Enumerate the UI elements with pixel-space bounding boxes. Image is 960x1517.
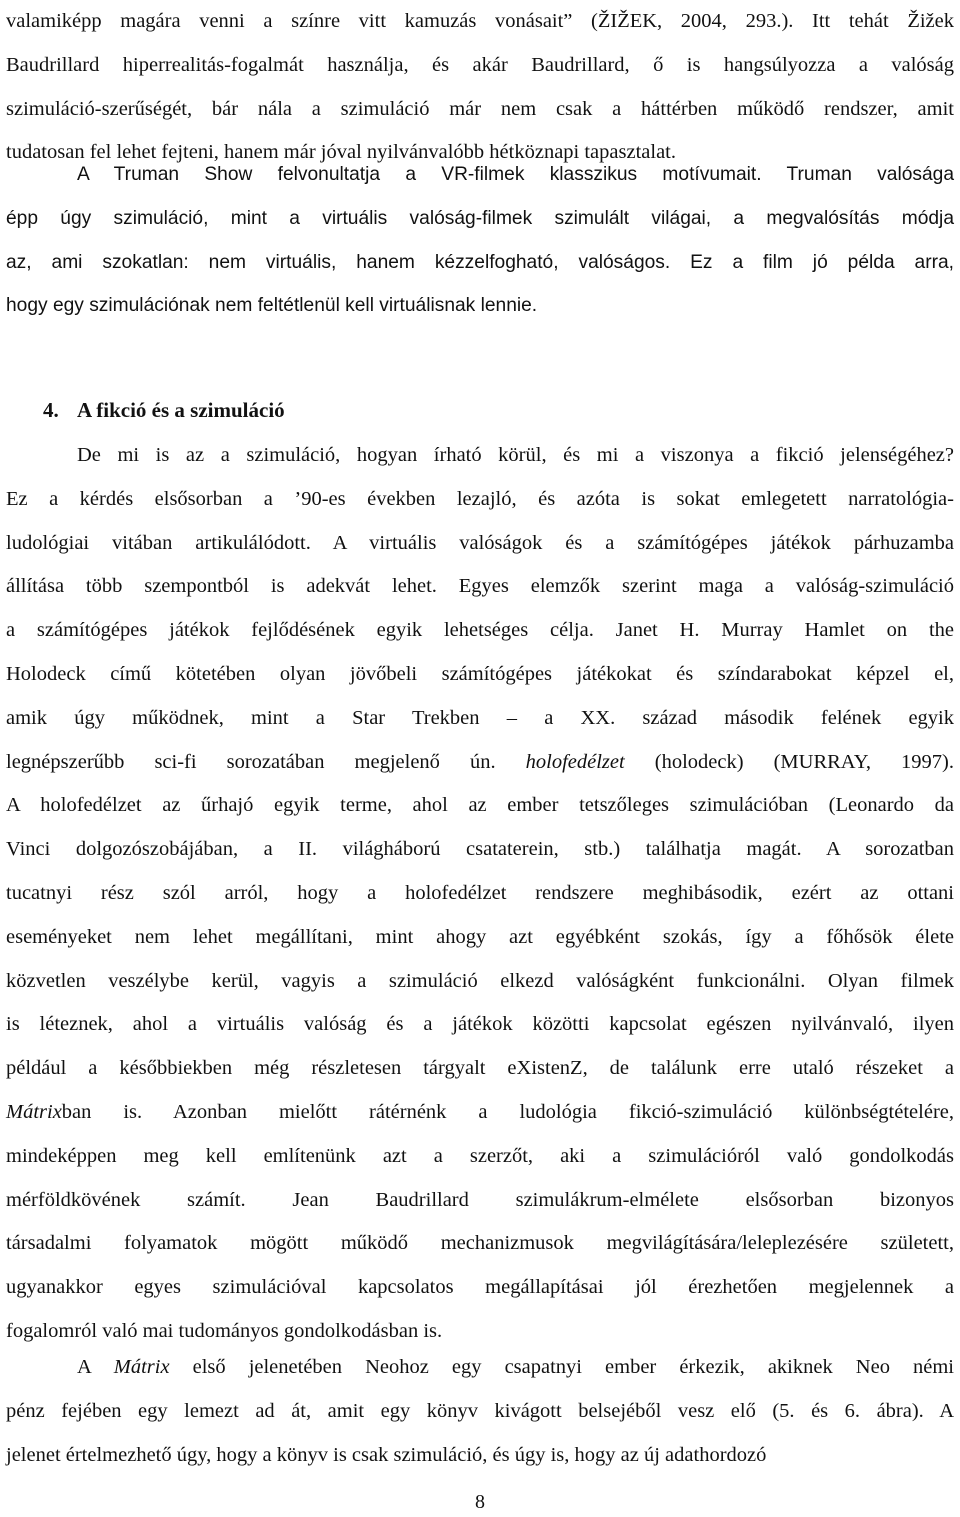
text-line: közvetlen veszélybe kerül, vagyis a szimuláció elkezd valóságként funkcionálni. Olyan filmek (6, 969, 954, 992)
text-line: például a későbbiekben még részletesen tárgyalt eXistenZ, de találunk erre utaló részeket a (6, 1057, 954, 1080)
text-segment: első jelenetében Neohoz egy csapatnyi ember érkezik, akiknek Neo némi (169, 1356, 954, 1378)
text-line: épp úgy szimuláció, mint a virtuális valóság-filmek szimulált világai, a megvalósítás módja (6, 207, 954, 229)
text-line: Baudrillard hiperrealitás-fogalmát használja, és akár Baudrillard, ő is hangsúlyozza a valóság (6, 53, 954, 76)
text-line: társadalmi folyamatok mögött működő mechanizmusok megvilágítására/leleplezésére született, (6, 1232, 954, 1255)
italic-title: holofedélzet (525, 750, 625, 773)
paragraph-matrix (6, 1346, 954, 1477)
text-line (6, 1346, 954, 1390)
section-title: A fikció és a szimuláció (77, 398, 285, 422)
text-line: amik úgy működnek, mint a Star Trekben – a XX. század második felének egyik (6, 706, 954, 729)
page-number: 8 (475, 1491, 485, 1513)
text-segment: A (77, 1356, 114, 1378)
text-line: eseményeket nem lehet megállítani, mint ahogy azt egyébként szokás, így a főhősök élete (6, 925, 954, 948)
text-line: jelenet értelmezhető úgy, hogy a könyv is csak szimuláció, és úgy is, hogy az új adathordozó (6, 1443, 767, 1466)
paragraph-zizek (6, 0, 954, 175)
text-line: valamiképp magára venni a színre vitt kamuzás vonásait” (ŽIŽEK, 2004, 293.). Itt tehát Žižek (6, 10, 954, 32)
text-line: mérföldkövének számít. Jean Baudrillard szimulákrum-elmélete elsősorban bizonyos (6, 1188, 954, 1211)
text-line: is léteznek, ahol a virtuális valóság és a játékok közötti kapcsolat egészen nyilvánvaló, ilyen (6, 1013, 954, 1036)
text-line: fogalomról való mai tudományos gondolkodásban is. (6, 1319, 443, 1342)
text-line: az, ami szokatlan: nem virtuális, hanem kézzelfogható, valóságos. Ez a film jó példa arra, (6, 251, 954, 273)
text-line: ludológiai vitában artikulálódott. A virtuális valóságok és a számítógépes játékok párhuzamba (6, 531, 954, 554)
text-line: ugyanakkor egyes szimulációval kapcsolatos megállapításai jól érezhetően megjelennek a (6, 1276, 954, 1299)
italic-title: Mátrix (113, 1356, 170, 1378)
text-line: mindeképpen meg kell említenünk azt a szerzőt, aki a szimulációról való gondolkodás (6, 1144, 954, 1167)
text-line (6, 741, 954, 785)
text-segment: ban is. Azonban mielőtt rátérnénk a ludológia fikció-szimuláció különbségtételére, (61, 1100, 954, 1123)
text-line (6, 1091, 954, 1135)
text-line: A Truman Show felvonultatja a VR-filmek klasszikus motívumait. Truman valósága (77, 164, 954, 185)
paragraph-fiction-simulation (6, 434, 954, 1354)
text-line: De mi is az a szimuláció, hogyan írható körül, és mi a viszonya a fikció jelenségéhez? (77, 444, 954, 466)
paragraph-truman-show (6, 153, 954, 328)
text-segment: (holodeck) (MURRAY, 1997). (624, 750, 954, 773)
text-line: Ez a kérdés elsősorban a ’90-es években lezajló, és azóta is sokat emlegetett narratológia- (6, 487, 954, 510)
text-line: a számítógépes játékok fejlődésének egyik lehetséges célja. Janet H. Murray Hamlet on the (6, 619, 954, 642)
text-line: állítása több szempontból is adekvát lehet. Egyes elemzők szerint maga a valóság-szimuláció (6, 575, 954, 598)
text-line: hogy egy szimulációnak nem feltétlenül kell virtuálisnak lennie. (6, 295, 538, 317)
section-heading (43, 388, 285, 432)
italic-title: Mátrix (6, 1100, 62, 1123)
text-line: tudatosan fel lehet fejteni, hanem már jóval nyilvánvalóbb hétköznapi tapasztalat. (6, 141, 676, 164)
section-number: 4. (43, 398, 59, 422)
text-line: A holofedélzet az űrhajó egyik terme, ahol az ember tetszőleges szimulációban (Leonardo da (6, 794, 954, 817)
text-segment: legnépszerűbb sci-fi sorozatában megjelenő ún. (6, 750, 526, 773)
text-line: szimuláció-szerűségét, bár nála a szimuláció már nem csak a háttérben működő rendszer, amit (6, 97, 954, 120)
text-line: pénz fejében egy lemezt ad át, amit egy könyv kivágott belsejéből vesz elő (5. és 6. ábra). A (6, 1399, 954, 1422)
text-line: tucatnyi rész szól arról, hogy a holofedélzet rendszere meghibásodik, ezért az ottani (6, 881, 954, 904)
text-line: Vinci dolgozószobájában, a II. világháború csataterein, stb.) találhatja magát. A sorozatban (6, 838, 954, 861)
text-line: Holodeck című kötetében olyan jövőbeli számítógépes játékokat és színdarabokat képzel el, (6, 662, 954, 685)
